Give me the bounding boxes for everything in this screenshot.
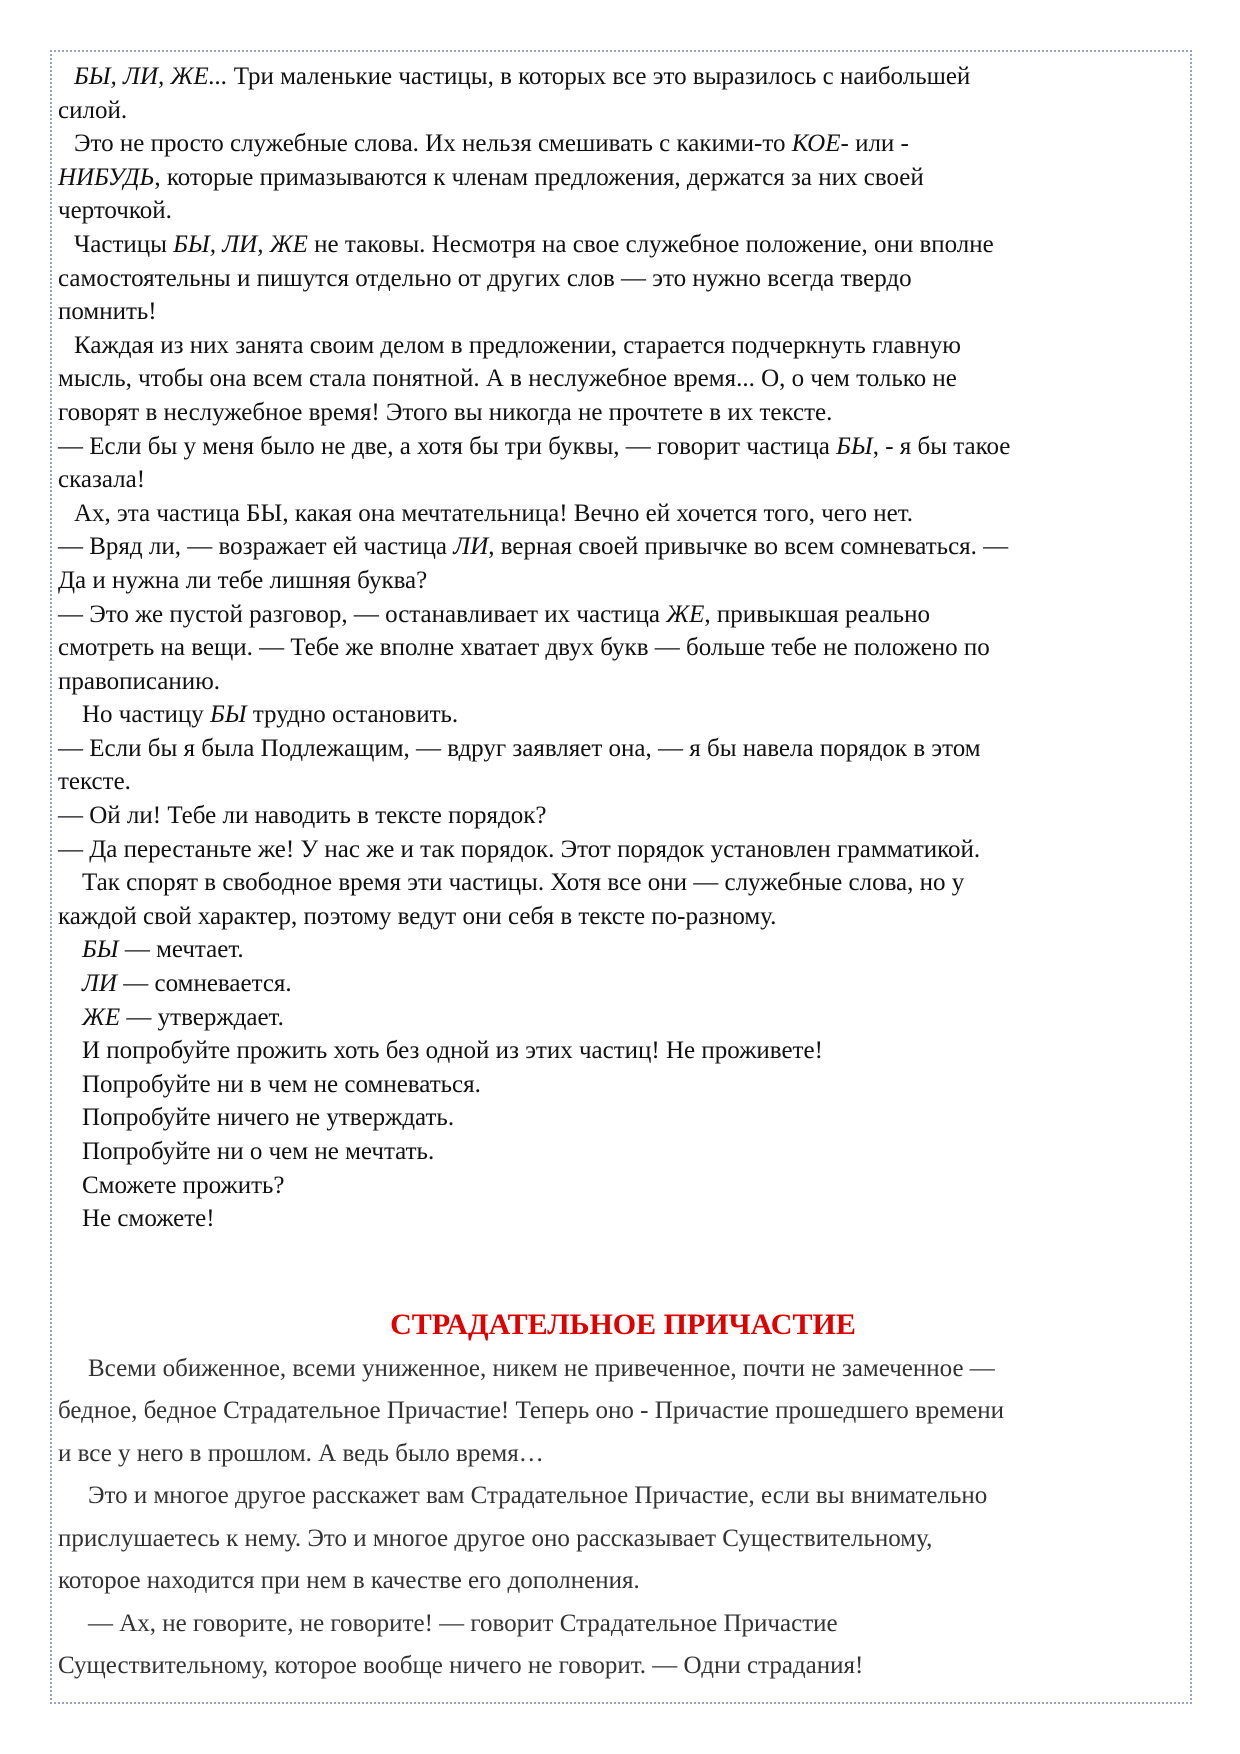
text-line: — Ой ли! Тебе ли наводить в тексте порядок? [58, 802, 547, 830]
text-line: Попробуйте ничего не утверждать. [82, 1104, 455, 1132]
text-line: БЫ — мечтает. [82, 936, 244, 964]
text-line: и все у него в прошлом. А ведь было время… [58, 1439, 544, 1467]
text-line: бедное, бедное Страдательное Причастие! Теперь оно - Причастие прошедшего времени [58, 1397, 1005, 1425]
text-line: Это не просто служебные слова. Их нельзя смешивать с какими-то КОЕ- или - [74, 130, 909, 158]
text-line: каждой свой характер, поэтому ведут они себя в тексте по-разному. [58, 902, 777, 930]
text-line: БЫ, ЛИ, ЖЕ... Три маленькие частицы, в которых все это выразилось с наибольшей [74, 63, 971, 90]
text-line: силой. [58, 96, 128, 124]
text-line: смотреть на вещи. — Тебе же вполне хватает двух букв — больше тебе не положено по [58, 634, 990, 662]
text-line: Всеми обиженное, всеми униженное, никем не привеченное, почти не замеченное — [88, 1354, 995, 1382]
text-line: И попробуйте прожить хоть без одной из этих частиц! Не проживете! [82, 1037, 823, 1065]
text-line: — Это же пустой разговор, — останавливает их частица ЖЕ, привыкшая реально [58, 600, 930, 628]
text-line: — Если бы у меня было не две, а хотя бы три буквы, — говорит частица БЫ, - я бы такое [58, 432, 1011, 460]
text-line: — Если бы я была Подлежащим, — вдруг заявляет она, — я бы навела порядок в этом [58, 734, 981, 762]
text-line: самостоятельны и пишутся отдельно от других слов — это нужно всегда твердо [58, 264, 912, 292]
text-line: которое находится при нем в качестве его дополнения. [58, 1567, 640, 1595]
text-line: Сможете прожить? [82, 1171, 285, 1199]
text-line: говорят в неслужебное время! Этого вы никогда не прочтете в их тексте. [58, 398, 833, 426]
text-line: тексте. [58, 768, 131, 796]
text-line: — Ах, не говорите, не говорите! — говорит Страдательное Причастие [88, 1609, 838, 1637]
text-line: Но частицу БЫ трудно остановить. [82, 701, 459, 729]
text-line: Да и нужна ли тебе лишняя буква? [58, 566, 428, 594]
text-line: помнить! [58, 298, 157, 326]
text-line: Так спорят в свободное время эти частицы. Хотя все они — служебные слова, но у [82, 869, 965, 897]
text-line: прислушаетесь к нему. Это и многое другое оно рассказывает Существительному, [58, 1524, 933, 1552]
text-line: Каждая из них занята своим делом в предложении, старается подчеркнуть главную [74, 331, 961, 359]
text-line: Ах, эта частица БЫ, какая она мечтательница! Вечно ей хочется того, чего нет. [74, 499, 914, 527]
text-line: Существительному, которое вообще ничего не говорит. — Одни страдания! [58, 1652, 864, 1680]
text-line: Частицы БЫ, ЛИ, ЖЕ не таковы. Несмотря на свое служебное положение, они вполне [74, 230, 994, 258]
text-line: сказала! [58, 466, 146, 494]
text-line: — Да перестаньте же! У нас же и так порядок. Этот порядок установлен грамматикой. [58, 835, 981, 863]
text-line: Это и многое другое расскажет вам Страдательное Причастие, если вы внимательно [88, 1482, 988, 1510]
text-line: Попробуйте ни в чем не сомневаться. [82, 1070, 481, 1098]
text-line: мысль, чтобы она всем стала понятной. А в неслужебное время... О, о чем только не [58, 365, 957, 393]
text-line: черточкой. [58, 197, 172, 225]
text-line: правописанию. [58, 667, 221, 695]
text-line: Попробуйте ни о чем не мечтать. [82, 1138, 435, 1165]
text-line: ЛИ — сомневается. [82, 970, 292, 998]
text-line: — Вряд ли, — возражает ей частица ЛИ, верная своей привычке во всем сомневаться. — [58, 533, 1009, 561]
document-body [58, 60, 1188, 1688]
text-line: НИБУДЬ, которые примазываются к членам предложения, держатся за них своей [58, 163, 924, 191]
text-line: Не сможете! [82, 1205, 215, 1233]
text-line: ЖЕ — утверждает. [82, 1003, 284, 1031]
section-title: СТРАДАТЕЛЬНОЕ ПРИЧАСТИЕ [390, 1307, 856, 1341]
